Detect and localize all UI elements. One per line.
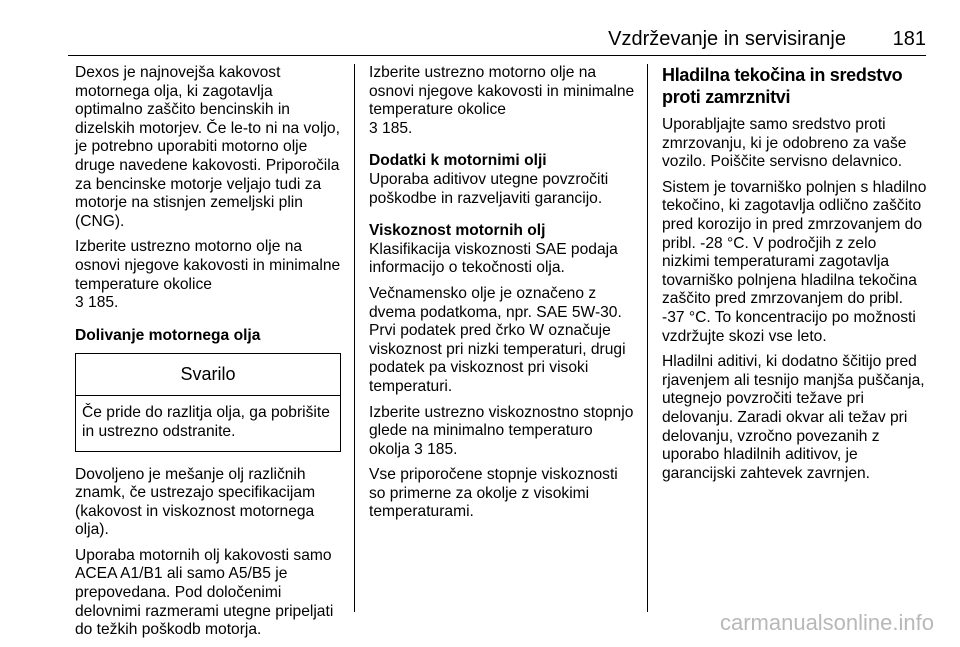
column-3: [662, 64, 928, 490]
paragraph-oil-selection: [75, 238, 341, 312]
page-reference-arrow-icon: 3: [414, 440, 423, 458]
column-1: [75, 64, 341, 647]
page-reference-arrow-icon: 3: [369, 119, 378, 137]
paragraph-viscosity-selection: [369, 404, 635, 460]
warning-title: Svarilo: [76, 354, 340, 396]
section-heading-coolant: Hladilna tekočina in sredstvo proti zamrznitvi: [662, 65, 903, 107]
paragraph-oil-selection-text: Izberite ustrezno motorno olje na osnovi njegove kakovosti in minimalne temperature okolice: [75, 238, 341, 293]
warning-text: Če pride do razlitja olja, ga pobrišite in ustrezno odstranite.: [82, 404, 330, 440]
section-heading-additives: Dodatki k motornimi olji: [369, 152, 547, 170]
paragraph-acea: Uporaba motornih olj kakovosti samo ACEA A1/B1 ali samo A5/B5 je prepovedana. Pod določenimi delovnimi razmerami utegne pripeljati do težkih poškodb motorja.: [75, 546, 334, 639]
paragraph-high-temp: Vse priporočene stopnje viskoznosti so primerne za okolje z visokimi temperaturami.: [369, 466, 618, 521]
page-reference-link[interactable]: 185.: [88, 294, 119, 312]
page-reference-arrow-icon: 3: [75, 294, 84, 312]
paragraph-dexos: Dexos je najnovejša kakovost motornega olja, ki zagotavlja optimalno zaščito bencinskih in dizelskih motorjev. Če le-to ni na voljo, je potrebno uporabiti motorno olje druge navedene kakovosti. Priporočila za bencinske motorje veljajo tudi za motorje na stisnjen zemeljski plin (CNG).: [75, 64, 340, 230]
column-divider-1: [354, 64, 355, 612]
paragraph-oil-selection-2-text: Izberite ustrezno motorno olje na osnovi njegove kakovosti in minimalne temperature okolice: [369, 64, 635, 119]
paragraph-sae: Klasifikacija viskoznosti SAE podaja informacijo o tekočnosti olja.: [369, 240, 618, 277]
paragraph-coolant-additives: Hladilni aditivi, ki dodatno ščitijo pred rjavenjem ali tesnijo manjša puščanja, utegnejo povzročiti težave pri delovanju. Zaradi okvar ali težav pri delovanju, vzročno povezanih z uporabo hladilnih aditivov, je garancijski zahtevek zavrnjen.: [662, 353, 925, 482]
paragraph-antifreeze: Uporabljajte samo sredstvo proti zmrzovanju, ki je odobreno za vaše vozilo. Poiščite servisno delavnico.: [662, 116, 907, 171]
paragraph-additives: Uporaba aditivov utegne povzročiti poškodbe in razveljaviti garancijo.: [369, 170, 609, 207]
column-divider-2: [647, 64, 648, 612]
page-header: [68, 26, 926, 52]
paragraph-factory-fill: Sistem je tovarniško polnjen s hladilno tekočino, ki zagotavlja odlično zaščito pred korozijo in pred zmrzovanjem do pribl. -28 °C. V področjih z zelo nizkimi temperaturami zagotavlja tovarniško polnjena hladilna tekočina zaščito pred zmrzovanjem do pribl. -37 °C. To koncentracijo po možnosti vzdržujte skozi vse leto.: [662, 178, 927, 345]
watermark: carmanualsonline.info: [719, 610, 934, 635]
paragraph-multigrade: Večnamensko olje je označeno z dvema podatkoma, npr. SAE 5W-30. Prvi podatek pred črko W označuje viskoznost pri nizki temperaturi, drugi podatek pa viskoznost pri visoki temperaturi.: [369, 284, 626, 395]
section-heading-topping-up: Dolivanje motornega olja: [75, 326, 261, 344]
paragraph-mixing: Dovoljeno je mešanje olj različnih znamk, če ustrezajo specifikacijam (kakovost in viskoznost motornega olja).: [75, 465, 316, 539]
page-reference-link[interactable]: 185.: [427, 440, 458, 458]
section-heading-viscosity: Viskoznost motornih olj: [369, 222, 546, 240]
paragraph-oil-selection-2: [369, 64, 635, 138]
column-2: [369, 64, 635, 529]
chapter-title: Vzdrževanje in servisiranje: [608, 28, 846, 50]
page-reference-link[interactable]: 185.: [382, 119, 413, 137]
paragraph-viscosity-selection-text: Izberite ustrezno viskoznostno stopnjo glede na minimalno temperaturo okolja: [369, 403, 634, 458]
warning-box: [75, 353, 341, 451]
page-number: 181: [892, 28, 926, 50]
header-divider: [68, 55, 926, 56]
